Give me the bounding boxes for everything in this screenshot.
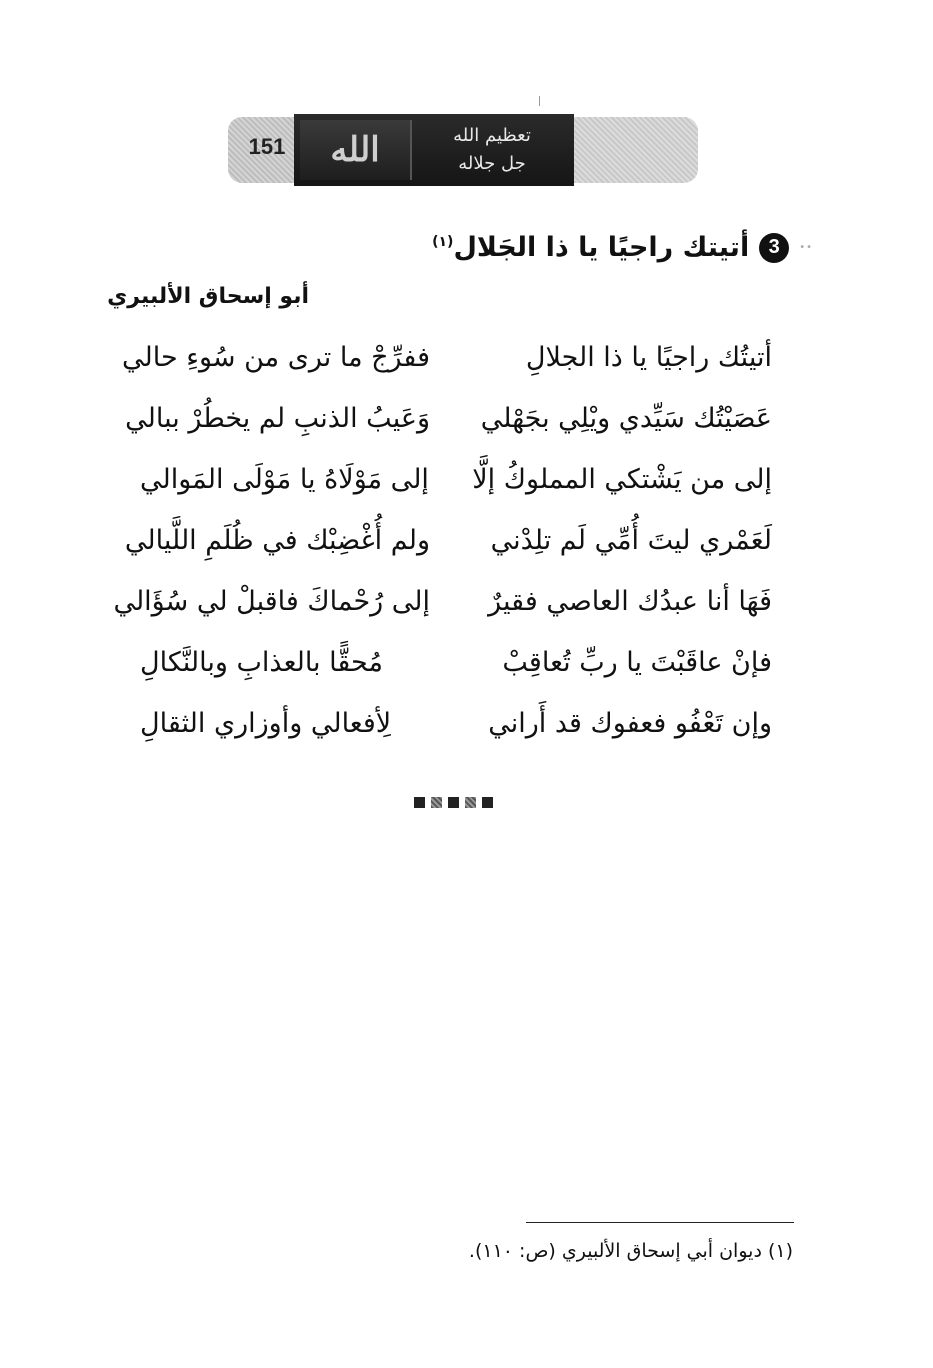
heading-ornament-icon: •• <box>799 242 813 253</box>
verse-second-hemistich: إلى مَوْلَاهُ يا مَوْلَى المَوالي <box>140 464 429 495</box>
poem-verse <box>124 521 780 582</box>
poem-author: أبو إسحاق الألبيري <box>107 284 309 309</box>
separator-square-icon <box>414 797 425 808</box>
separator-square-icon <box>448 797 459 808</box>
verse-first-hemistich: إلى من يَشْتكي المملوكُ إلَّا <box>472 464 772 495</box>
verse-second-hemistich: ولم أُغْضِبْك في ظُلَمِ اللَّيالي <box>124 525 430 556</box>
section-heading <box>432 232 813 263</box>
verse-second-hemistich: وَعَيبُ الذنبِ لم يخطُرْ ببالي <box>125 403 430 434</box>
crop-mark <box>539 96 540 106</box>
series-title-line1: تعظيم الله <box>453 125 531 146</box>
footnote-divider <box>526 1222 794 1223</box>
banner-right-panel <box>574 117 698 183</box>
separator-square-icon <box>465 797 476 808</box>
poem-verse <box>122 338 780 399</box>
poem-verse <box>140 460 780 521</box>
poem-verse <box>140 704 780 765</box>
verse-first-hemistich: فَهَا أنا عبدُك العاصي فقيرٌ <box>488 586 772 617</box>
verse-second-hemistich: لِأفعالي وأوزاري الثقالِ <box>140 708 392 739</box>
verse-second-hemistich: إلى رُحْماكَ فاقبلْ لي سُؤَالي <box>113 586 430 617</box>
verse-second-hemistich: ففرِّجْ ما ترى من سُوءِ حالي <box>122 342 430 373</box>
calligraphy-logo <box>300 120 412 180</box>
page-number: 151 <box>248 134 286 159</box>
verse-second-hemistich: مُحقًّا بالعذابِ وبالنَّكالِ <box>140 647 383 678</box>
section-number-badge: 3 <box>759 233 789 263</box>
verse-first-hemistich: لَعَمْري ليتَ أُمِّي لَم تلِدْني <box>490 525 772 556</box>
series-title <box>414 122 570 178</box>
series-title-line2: جل جلاله <box>458 153 526 174</box>
poem-verse <box>125 399 780 460</box>
verse-first-hemistich: عَصَيْتُك سَيِّدي ويْلِي بجَهْلي <box>480 403 772 434</box>
verse-first-hemistich: فإنْ عاقَبْتَ يا ربِّ تُعاقِبْ <box>502 647 772 678</box>
poem-verse <box>140 643 780 704</box>
separator-square-icon <box>482 797 493 808</box>
section-title <box>432 232 749 263</box>
logo-text: الله <box>330 130 380 170</box>
poem-verse <box>113 582 780 643</box>
verse-first-hemistich: وإن تَعْفُو فعفوك قد أَراني <box>488 708 772 739</box>
section-title-text: أتيتك راجيًا يا ذا الجَلال <box>453 232 750 263</box>
footnote-reference: (١) <box>432 234 454 250</box>
footnote: (١) ديوان أبي إسحاق الألبيري (ص: ١١٠). <box>468 1240 793 1262</box>
verse-first-hemistich: أتيتُك راجيًا يا ذا الجلالِ <box>525 342 772 373</box>
poem <box>113 338 780 765</box>
section-separator <box>414 797 493 808</box>
separator-square-icon <box>431 797 442 808</box>
header-banner <box>228 114 698 186</box>
